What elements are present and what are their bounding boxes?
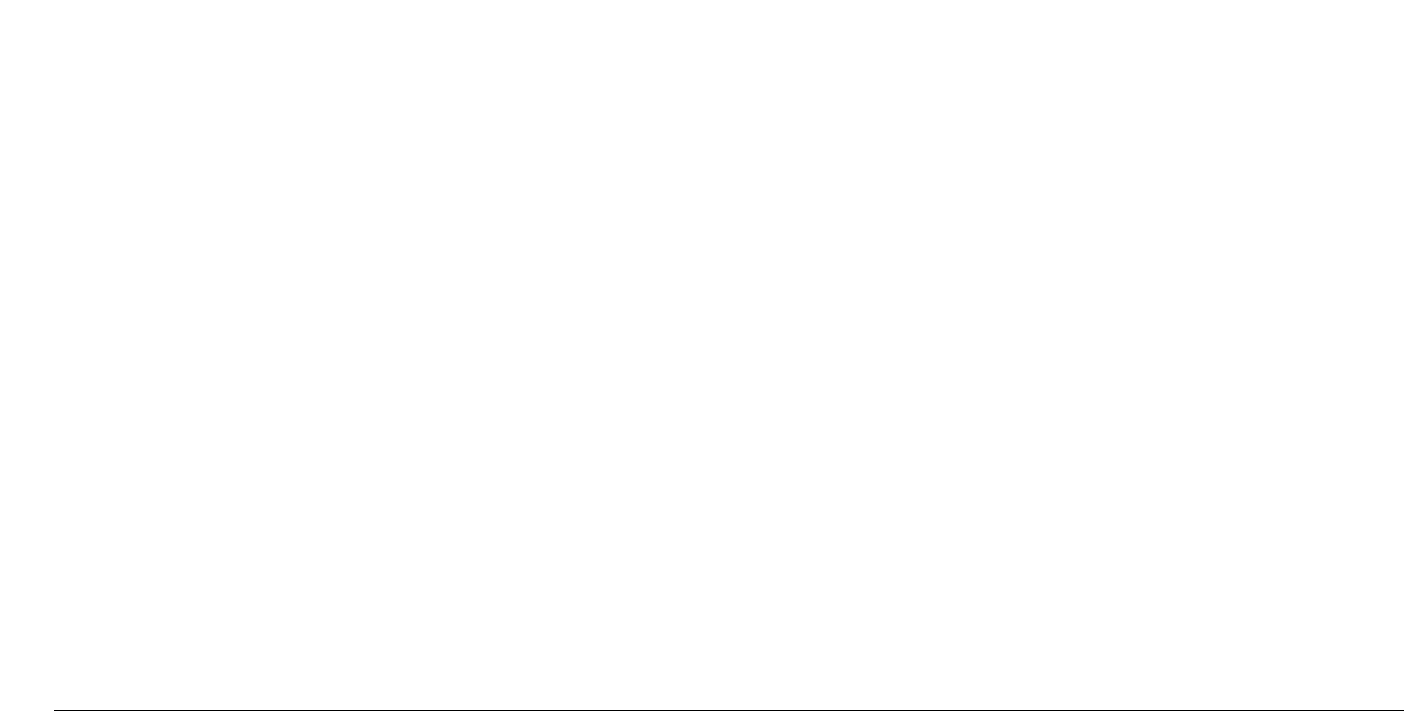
bottom-rule [54, 710, 1404, 711]
